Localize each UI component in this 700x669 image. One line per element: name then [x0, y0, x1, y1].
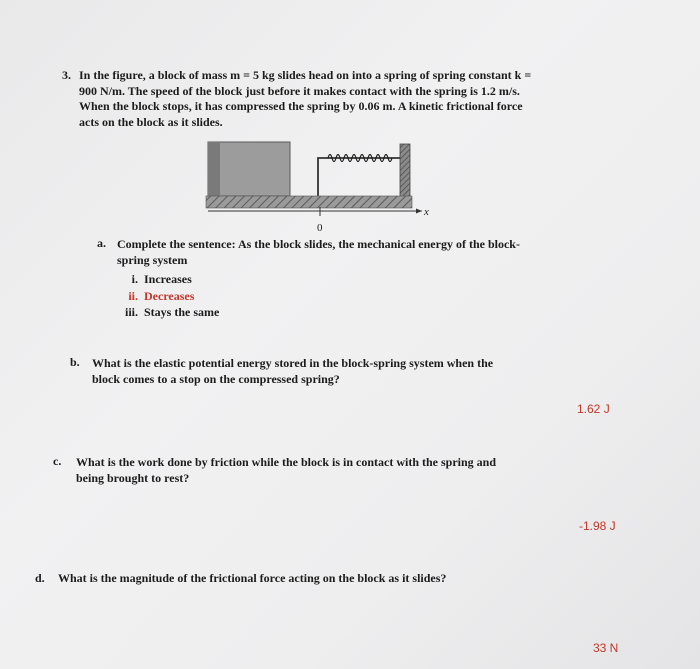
question-line-4: acts on the block as it slides. [79, 114, 223, 129]
option-i-text: Increases [144, 272, 192, 286]
block-spring-figure [200, 138, 440, 238]
question-line-1: In the figure, a block of mass m = 5 kg slides head on into a spring of spring constant k = [79, 68, 532, 82]
part-a-label: a. [97, 236, 106, 250]
question-line-2: 900 N/m. The speed of the block just before it makes contact with the spring is 1.2 m/s. [79, 83, 520, 98]
part-a-line-1: Complete the sentence: As the block slides, the mechanical energy of the block- [117, 237, 520, 251]
part-b-answer: 1.62 J [577, 402, 610, 416]
block-shadow [208, 142, 220, 196]
block [208, 142, 290, 196]
spring-bracket [318, 158, 400, 196]
wall [400, 144, 410, 198]
part-b-line-1: What is the elastic potential energy stored in the block-spring system when the [92, 356, 494, 370]
part-b-label: b. [70, 355, 80, 369]
option-iii-text: Stays the same [144, 305, 220, 319]
question-text [79, 68, 554, 130]
option-ii-text: Decreases [144, 289, 195, 303]
x-axis-arrow [416, 209, 422, 214]
part-c-label: c. [53, 454, 62, 468]
part-d-answer: 33 N [593, 641, 619, 655]
part-d-text: What is the magnitude of the frictional force acting on the block as it slides? [58, 571, 447, 585]
option-iii-number: iii. [124, 305, 138, 319]
question-line-3: When the block stops, it has compressed the spring by 0.06 m. A kinetic frictional force [79, 99, 523, 113]
part-c-text [76, 454, 496, 486]
option-i-number: i. [131, 272, 138, 286]
origin-label: 0 [317, 222, 323, 234]
option-increases [120, 272, 192, 287]
part-b-text [92, 355, 493, 387]
part-c-line-2: being brought to rest? [76, 471, 190, 485]
option-decreases [120, 289, 194, 304]
question-number: 3. [62, 68, 71, 82]
block-spring-diagram [200, 138, 440, 238]
part-c-line-1: What is the work done by friction while the block is in contact with the spring and [76, 455, 497, 469]
floor [206, 196, 412, 208]
x-axis-label: x [424, 206, 429, 218]
part-b-line-2: block comes to a stop on the compressed spring? [92, 372, 340, 386]
part-c-answer: -1.98 J [579, 519, 616, 533]
part-d-label: d. [35, 571, 45, 585]
part-a-line-2: spring system [117, 253, 188, 267]
part-a-text [117, 236, 520, 268]
option-ii-number: ii. [128, 289, 138, 303]
option-stays-same [120, 305, 219, 320]
